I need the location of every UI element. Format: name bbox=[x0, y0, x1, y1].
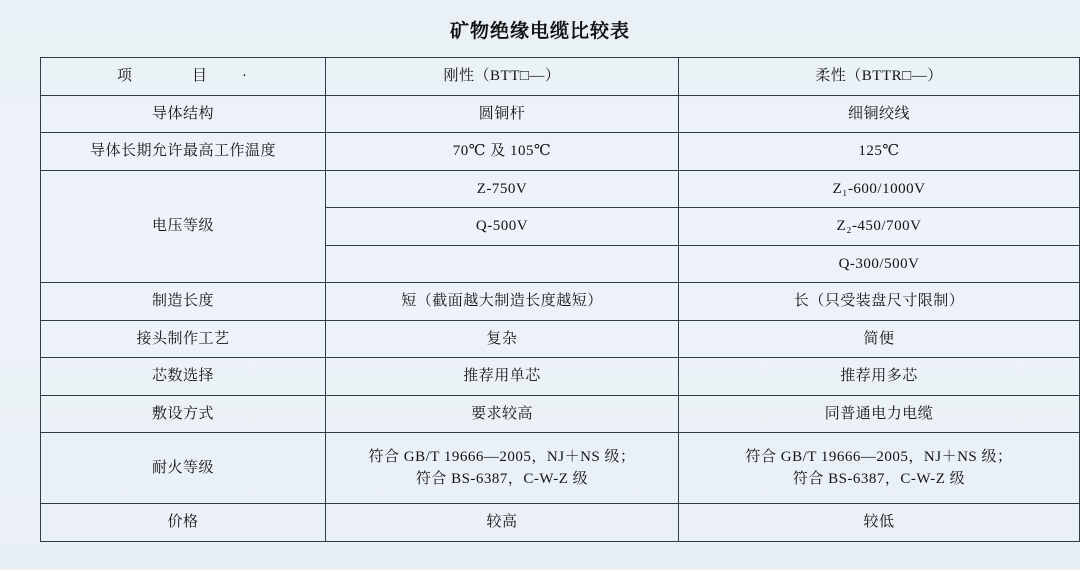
row-label-core-count: 芯数选择 bbox=[41, 358, 326, 396]
row-label-max-temperature: 导体长期允许最高工作温度 bbox=[41, 133, 326, 171]
table-row bbox=[41, 504, 1080, 542]
cell-rigid-manufacturing-length: 短（截面越大制造长度越短） bbox=[326, 283, 679, 321]
table-row bbox=[41, 320, 1080, 358]
cell-flexible-voltage-3: Q-300/500V bbox=[679, 245, 1080, 283]
table-row bbox=[41, 358, 1080, 396]
cell-rigid-core-count: 推荐用单芯 bbox=[326, 358, 679, 396]
cell-rigid-price: 较高 bbox=[326, 504, 679, 542]
table-row bbox=[41, 283, 1080, 321]
cell-rigid-max-temperature: 70℃ 及 105℃ bbox=[326, 133, 679, 171]
row-label-manufacturing-length: 制造长度 bbox=[41, 283, 326, 321]
row-label-conductor-structure: 导体结构 bbox=[41, 95, 326, 133]
table-header-row bbox=[41, 58, 1080, 96]
header-cell-rigid: 刚性（BTT□—） bbox=[326, 58, 679, 96]
cell-flexible-voltage-2: Z₂-450/700V bbox=[679, 208, 1080, 246]
cell-rigid-conductor-structure: 圆铜杆 bbox=[326, 95, 679, 133]
cell-flexible-core-count: 推荐用多芯 bbox=[679, 358, 1080, 396]
cell-flexible-joint-process: 简便 bbox=[679, 320, 1080, 358]
cell-rigid-joint-process: 复杂 bbox=[326, 320, 679, 358]
comparison-table bbox=[40, 57, 1080, 542]
header-cell-flexible: 柔性（BTTR□—） bbox=[679, 58, 1080, 96]
cell-rigid-fire-resistance bbox=[326, 433, 679, 504]
table-row bbox=[41, 95, 1080, 133]
row-label-price: 价格 bbox=[41, 504, 326, 542]
cell-flexible-installation-method: 同普通电力电缆 bbox=[679, 395, 1080, 433]
cell-flexible-fire-resistance bbox=[679, 433, 1080, 504]
cell-rigid-fire-resistance-line1: 符合 GB/T 19666—2005，NJ＋NS 级； bbox=[368, 448, 636, 465]
cell-rigid-voltage-2: Q-500V bbox=[326, 208, 679, 246]
cell-rigid-voltage-3 bbox=[326, 245, 679, 283]
table-row bbox=[41, 133, 1080, 171]
cell-flexible-voltage-1: Z₁-600/1000V bbox=[679, 170, 1080, 208]
table-row bbox=[41, 433, 1080, 504]
comparison-table-container bbox=[40, 57, 1040, 542]
cell-flexible-fire-resistance-line1: 符合 GB/T 19666—2005，NJ＋NS 级； bbox=[745, 448, 1013, 465]
cell-rigid-fire-resistance-line2: 符合 BS-6387，C-W-Z 级 bbox=[415, 471, 589, 487]
page-title: 矿物绝缘电缆比较表 bbox=[449, 21, 630, 42]
cell-flexible-manufacturing-length: 长（只受装盘尺寸限制） bbox=[679, 283, 1080, 321]
row-label-installation-method: 敷设方式 bbox=[41, 395, 326, 433]
cell-flexible-fire-resistance-line2: 符合 BS-6387，C-W-Z 级 bbox=[792, 471, 966, 487]
table-row bbox=[41, 170, 1080, 208]
cell-rigid-installation-method: 要求较高 bbox=[326, 395, 679, 433]
cell-flexible-conductor-structure: 细铜绞线 bbox=[679, 95, 1080, 133]
header-item-label: 项 目 · bbox=[117, 68, 257, 84]
cell-rigid-voltage-1: Z-750V bbox=[326, 170, 679, 208]
row-label-voltage-class: 电压等级 bbox=[41, 170, 326, 283]
row-label-fire-resistance: 耐火等级 bbox=[41, 433, 326, 504]
row-label-joint-process: 接头制作工艺 bbox=[41, 320, 326, 358]
table-row bbox=[41, 395, 1080, 433]
header-cell-item bbox=[41, 58, 326, 96]
cell-flexible-max-temperature: 125℃ bbox=[679, 133, 1080, 171]
cell-flexible-price: 较低 bbox=[679, 504, 1080, 542]
